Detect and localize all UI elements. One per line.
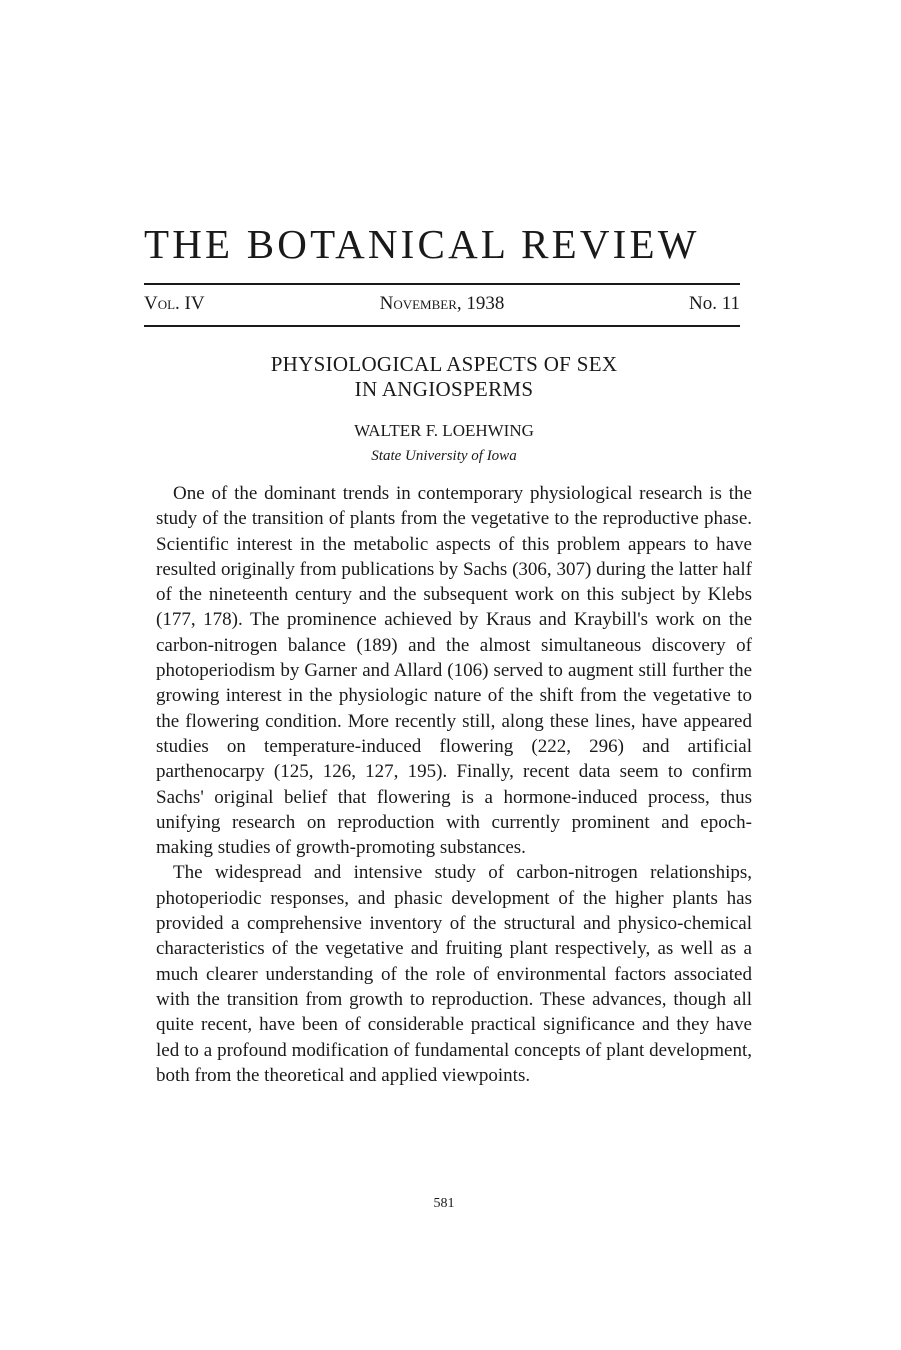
article-title <box>144 352 744 402</box>
header-rule-bottom <box>144 325 740 327</box>
page-number: 581 <box>433 1196 455 1211</box>
article-title-line-2: IN ANGIOSPERMS <box>354 377 534 401</box>
body-paragraph-1: One of the dominant trends in contemporary physiological research is the study of the transition of plants from the vegetative to the reproductive phase. Scientific interest in the metabolic aspects of this problem appears to have resulted originally from publications by Sachs (306, 307) during the latter half of the nineteenth century and the subsequent work on this subject by Klebs (177, 178). The prominence achieved by Kraus and Kraybill's work on the carbon-nitrogen balance (189) and the almost simultaneous discovery of photoperiodism by Garner and Allard (106) served to augment still further the growing interest in the physiologic nature of the shift from the vegetative to the flowering condition. More recently still, along these lines, have appeared studies on temperature-induced flowering (222, 296) and artificial parthenocarpy (125, 126, 127, 195). Finally, recent data seem to confirm Sachs' original belief that flowering is a hormone-induced process, thus unifying research on reproduction with currently prominent and epoch-making studies of growth-promoting substances. <box>156 483 752 859</box>
header-rule-top <box>144 283 740 285</box>
body-paragraph-2: The widespread and intensive study of carbon-nitrogen relationships, photoperiodic responses, and phasic development of the higher plants has provided a comprehensive inventory of the structural and physico-chemical characteristics of the vegetative and fruiting plant respectively, as well as a much clearer understanding of the role of environmental factors associated with the transition from growth to reproduction. These advances, though all quite recent, have been of considerable practical significance and they have led to a profound modification of fundamental concepts of plant development, both from the theoretical and applied viewpoints. <box>156 862 752 1086</box>
volume-label: Vol. IV <box>144 293 205 314</box>
article-body <box>156 481 752 1088</box>
article-title-line-1: PHYSIOLOGICAL ASPECTS OF SEX <box>270 352 618 376</box>
issue-number: No. 11 <box>688 293 740 314</box>
author-name: WALTER F. LOEHWING <box>354 421 534 440</box>
issue-date: November, 1938 <box>379 293 505 314</box>
author-affiliation: State University of Iowa <box>371 448 517 464</box>
issue-line <box>144 290 740 318</box>
journal-title: THE BOTANICAL REVIEW <box>144 221 700 267</box>
